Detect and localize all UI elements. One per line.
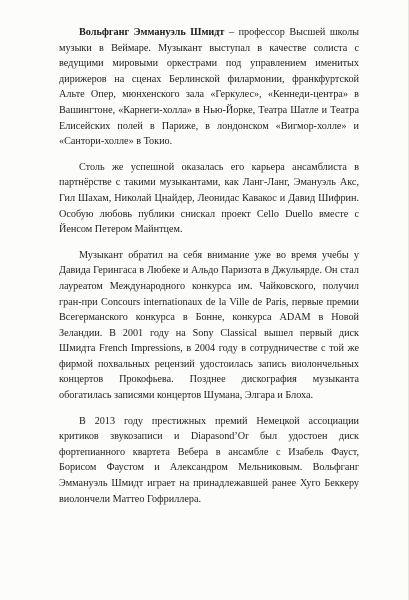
- paragraph-bio-intro: [59, 25, 359, 150]
- paragraph-text: В 2013 году престижных премий Немецкой ассоциации критиков звукозаписи и Diapasond’Or был удостоен диск фортепианного квартета Вебера в ансамбле с Изабель Фауст, Борисом Фаустом и Александром Мельниковым. Вольфганг Эммануэль Шмидт играет на принадлежавшей ранее Хуго Беккеру виолончели Маттео Гофриллера.: [59, 415, 359, 505]
- document-body: [59, 25, 359, 507]
- paragraph-recent-awards: [59, 414, 359, 508]
- paragraph-text: Столь же успешной оказалась его карьера ансамблиста в партнёрстве с такими музыкантами, как Ланг-Ланг, Эмануэль Акс, Гил Шахам, Николай Цнайдер, Леонидас Кавакос и Давид Шифрин. Особую любовь публики снискал проект Cello Duello вместе с Йенсом Петером Майнтцем.: [59, 161, 359, 236]
- paragraph-ensemble-career: [59, 160, 359, 238]
- artist-name: Вольфганг Эммануэль Шмидт: [79, 27, 225, 38]
- paragraph-education-awards: [59, 248, 359, 404]
- paragraph-text: Музыкант обратил на себя внимание уже во время учебы у Давида Герингаса в Любеке и Альдо Паризота в Джульярде. Он стал лауреатом Международного конкурса им. Чайковского, получил гран-при Concours internationaux de la Ville de Paris, первые премии Всегерманского конкурса в Бонне, конкурса ADAM в Новой Зеландии. В 2001 году на Sony Classical вышел первый диск Шмидта French Impressions, в 2004 году в сотрудничестве с той же фирмой похвальных рецензий удостоилась запись виолончельных концертов Прокофьева. Позднее дискография музыканта обогатилась записями концертов Шумана, Элгара и Блоха.: [59, 249, 359, 402]
- paragraph-text: – профессор Высшей школы музыки в Веймаре. Музыкант выступал в качестве солиста с ведущими мировыми оркестрами под управлением именитых дирижеров на сценах Берлинской филармонии, франкфуртской Альте Опер, мюнхенского зала «Геркулес», «Кеннеди-центра» в Вашингтоне, «Карнеги-холла» в Нью-Йорке, Театра Шатле и Театра Елисейских полей в Париже, в лондонском «Вигмор-холле» и «Сантори-холле» в Токио.: [59, 27, 359, 148]
